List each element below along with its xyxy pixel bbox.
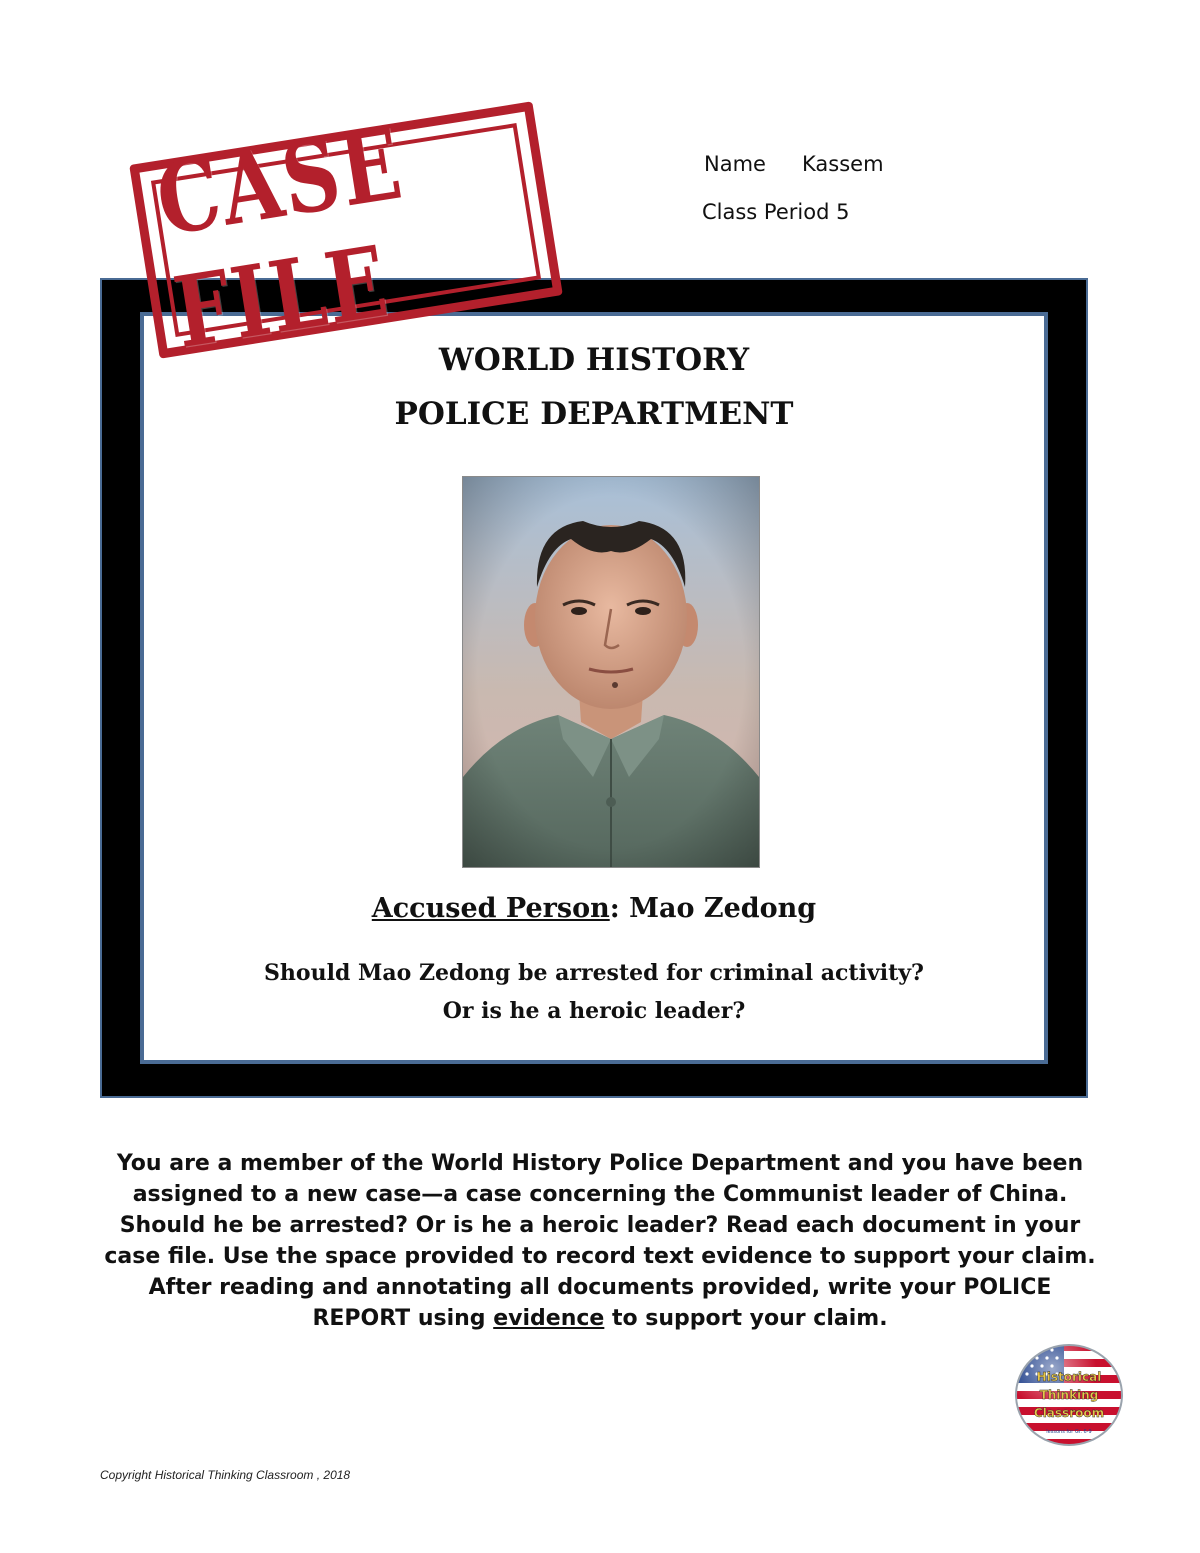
copyright-footer: Copyright Historical Thinking Classroom , 2018 bbox=[100, 1468, 351, 1482]
stamp-text: CASE FILE bbox=[149, 107, 411, 371]
case-file-stamp bbox=[129, 101, 563, 371]
accused-name: Mao Zedong bbox=[629, 893, 817, 924]
accused-separator: : bbox=[609, 893, 630, 924]
stamp-inner-border bbox=[149, 107, 541, 371]
page-title-line1: WORLD HISTORY bbox=[438, 342, 750, 378]
logo-line1: Historical bbox=[1036, 1370, 1102, 1384]
logo-tagline: lessons for Gr. 6-9 bbox=[1046, 1429, 1092, 1435]
instructions-emphasis: evidence bbox=[493, 1306, 605, 1331]
accused-line bbox=[140, 893, 1048, 924]
question-line2: Or is he a heroic leader? bbox=[442, 998, 746, 1024]
logo-line3: Classroom bbox=[1033, 1406, 1105, 1420]
accused-label: Accused Person bbox=[371, 893, 610, 924]
instructions-paragraph bbox=[100, 1148, 1100, 1334]
instructions-text: You are a member of the World History Police Department and you have been assigned to a new case—a case concerning the Communist leader of China. Should he be arrested? Or is he a heroic leader? Read each document in your case file. Use the space provided to record text evidence to support your claim. After reading and annotating all documents provided, write your POLICE REPORT using bbox=[104, 1151, 1096, 1331]
name-value: Kassem bbox=[802, 152, 884, 176]
question-line1: Should Mao Zedong be arrested for criminal activity? bbox=[264, 960, 924, 986]
instructions-end: to support your claim. bbox=[604, 1306, 888, 1331]
portrait-photo bbox=[462, 476, 760, 868]
historical-thinking-logo bbox=[1014, 1343, 1124, 1447]
logo-line2: Thinking bbox=[1039, 1388, 1099, 1402]
name-label: Name bbox=[704, 152, 766, 176]
page-title-line2: POLICE DEPARTMENT bbox=[394, 396, 794, 432]
class-period: Class Period 5 bbox=[702, 200, 850, 224]
